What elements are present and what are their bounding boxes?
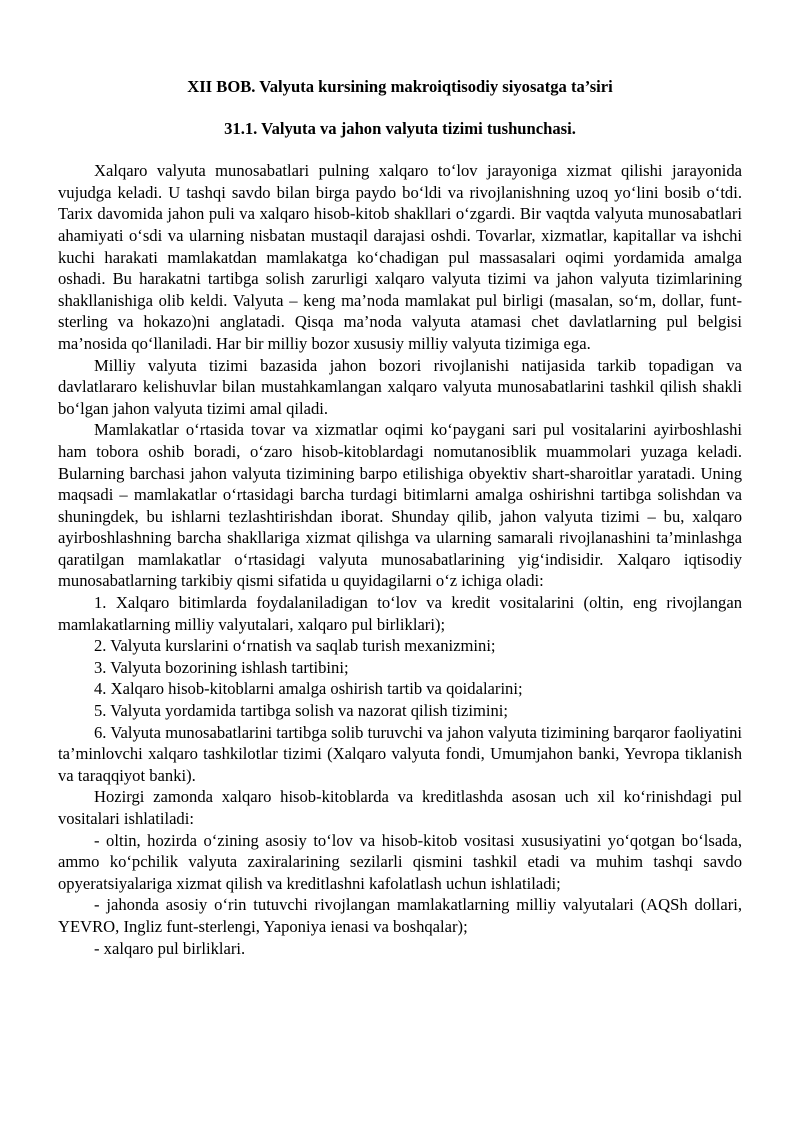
- dash-item-national-currencies: - jahonda asosiy o‘rin tutuvchi rivojlangan mamlakatlarning milliy valyutalari (AQSh dollari, YEVRO, Ingliz funt-sterlengi, Yaponiya ienasi va boshqalar);: [58, 895, 742, 936]
- document-page: [58, 76, 742, 959]
- list-item-2: 2. Valyuta kurslarini o‘rnatish va saqlab turish mexanizmini;: [94, 636, 496, 656]
- dash-item-gold: - oltin, hozirda o‘zining asosiy to‘lov va hisob-kitob vositasi xususiyatini yo‘qotgan bo‘lsada, ammo ko‘pchilik valyuta zaxiralarining sezilarli qismini tashkil etadi va muhim tashqi savdo opyeratsiyalariga xizmat qilish va kreditlashni kafolatlash uchun ishlatiladi;: [58, 830, 742, 893]
- chapter-title: XII BOB. Valyuta kursining makroiqtisodiy siyosatga ta’siri: [187, 77, 613, 96]
- paragraph-payment-means: Hozirgi zamonda xalqaro hisob-kitoblarda va kreditlashda asosan uch xil ko‘rinishdagi pul vositalari ishlatiladi:: [58, 787, 742, 828]
- paragraph-intro: Xalqaro valyuta munosabatlari pulning xalqaro to‘lov jarayoniga xizmat qilishi jarayonida vujudga keladi. U tashqi savdo bilan birga paydo bo‘ldi va rivojlanishning uzoq yo‘lini bosib o‘tdi. Tarix davomida jahon puli va xalqaro hisob-kitob shakllari o‘zgardi. Bir vaqtda valyuta munosabatlari ahamiyati o‘sdi va ularning nisbatan mustaqil darajasi oshdi. Tovarlar, xizmatlar, kapitallar va ishchi kuchi harakati mamlakatdan mamlakatga ko‘chadigan pul massasalari oqimi yordamida amalga oshadi. Bu harakatni tartibga solish zarurligi xalqaro valyuta tizimi va jahon valyuta tizimlarining shakllanishiga olib keldi. Valyuta – keng ma’noda mamlakat pul birligi (masalan, so‘m, dollar, funt-sterling va hokazo)ni anglatadi. Qisqa ma’noda valyuta atamasi chet davlatlarning pul belgisi ma’nosida qo‘llaniladi. Har bir milliy bozor xususiy milliy valyuta tizimiga ega.: [58, 161, 742, 353]
- dash-item-intl-units: - xalqaro pul birliklari.: [94, 938, 246, 958]
- list-item-5: 5. Valyuta yordamida tartibga solish va nazorat qilish tizimini;: [94, 701, 508, 721]
- list-item-3: 3. Valyuta bozorining ishlash tartibini;: [94, 657, 349, 677]
- list-item-6: 6. Valyuta munosabatlarini tartibga solib turuvchi va jahon valyuta tizimining barqaror faoliyatini ta’minlovchi xalqaro tashkilotlar tizimi (Xalqaro valyuta fondi, Umumjahon banki, Yevropa tiklanish va taraqqiyot banki).: [58, 722, 742, 785]
- paragraph-national-system: Milliy valyuta tizimi bazasida jahon bozori rivojlanishi natijasida tarkib topadigan va davlatlararo kelishuvlar bilan mustahkamlangan xalqaro valyuta munosabatlarini tashkil qilish shakli bo‘lgan jahon valyuta tizimi amal qiladi.: [58, 355, 742, 418]
- list-item-1: 1. Xalqaro bitimlarda foydalaniladigan to‘lov va kredit vositalarini (oltin, eng rivojlangan mamlakatlarning milliy valyutalari, xalqaro pul birliklari);: [58, 593, 742, 634]
- paragraph-world-system: Mamlakatlar o‘rtasida tovar va xizmatlar oqimi ko‘paygani sari pul vositalarini ayirboshlashi ham tobora oshib boradi, o‘zaro hisob-kitoblardagi nomutanosiblik muammolari yuzaga keladi. Bularning barchasi jahon valyuta tizimining barpo etilishiga obyektiv shart-sharoitlar yaratadi. Uning maqsadi – mamlakatlar o‘rtasidagi barcha turdagi bitimlarni amalga oshirishni tartibga solishdan va shuningdek, bu ishlarni tezlashtirishdan iborat. Shunday qilib, jahon valyuta tizimi – bu, xalqaro ayirboshlashning barcha shakllariga xizmat qilishga va ularning samarali rivojlanashini ta’minlashga qaratilgan mamlakatlar o‘rtasidagi valyuta munosabatlarining yig‘indisidir. Xalqaro iqtisodiy munosabatlarning tarkibiy qismi sifatida u quyidagilarni o‘z ichiga oladi:: [58, 420, 742, 591]
- list-item-4: 4. Xalqaro hisob-kitoblarni amalga oshirish tartib va qoidalarini;: [94, 679, 523, 699]
- section-title: 31.1. Valyuta va jahon valyuta tizimi tushunchasi.: [224, 118, 576, 138]
